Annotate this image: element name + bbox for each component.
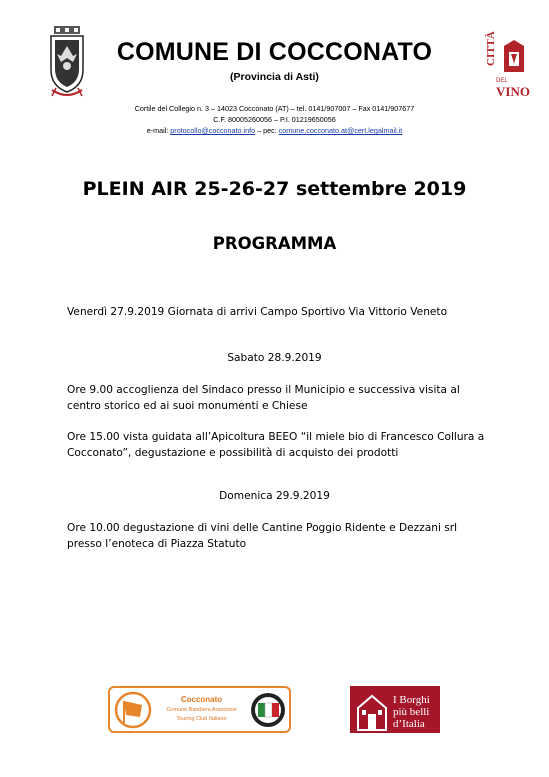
sunday-item-morning: Ore 10.00 degustazione di vini delle Cantine Poggio Ridente e Dezzani srl presso l’enoteca di Piazza Statuto [67, 522, 458, 550]
province-subtitle: (Provincia di Asti) [230, 71, 319, 83]
tricolore-badge-icon [249, 691, 287, 729]
tci-line-1: Comune Bandiera Arancione [166, 707, 237, 713]
borghi-line-1: I Borghi [393, 694, 430, 706]
fiscal-code-line: C.F. 80005260056 – P.I. 01219650056 [213, 115, 336, 124]
pec-label: – pec: [257, 126, 277, 135]
email-link[interactable]: protocollo@cocconato.info [170, 126, 256, 135]
pec-link[interactable]: comune.cocconato.at@cert.legalmail.it [278, 126, 403, 135]
sunday-heading: Domenica 29.9.2019 [219, 490, 330, 502]
saturday-heading: Sabato 28.9.2019 [227, 352, 322, 364]
tci-line-2: Touring Club Italiano [176, 716, 227, 722]
svg-text:VINO: VINO [496, 84, 530, 99]
tci-town-name: Cocconato [180, 695, 223, 704]
borghi-tower-icon [354, 692, 390, 730]
borghi-line-2: più belli [393, 706, 430, 718]
address-line: Cortile del Collegio n. 3 – 14023 Cocconato (AT) – tel. 0141/907007 – Fax 0141/907677 [134, 104, 415, 113]
svg-text:DEL: DEL [496, 78, 508, 84]
email-label: e-mail: [146, 126, 169, 135]
contact-line [0, 126, 549, 137]
borghi-piu-belli-logo [350, 686, 440, 733]
programma-heading: PROGRAMMA [212, 234, 337, 253]
saturday-item-morning: Ore 9.00 accoglienza del Sindaco presso il Municipio e successiva visita al centro storico ed ai suoi monumenti e Chiese [67, 384, 460, 412]
saturday-item-afternoon: Ore 15.00 vista guidata all’Apicoltura BEEO “il miele bio di Francesco Collura a Cocconato”, degustazione e possibilità di acquisto dei prodotti [67, 431, 485, 459]
borghi-line-3: d’Italia [393, 718, 425, 730]
friday-entry: Venerdì 27.9.2019 Giornata di arrivi Campo Sportivo Via Vittorio Veneto [67, 306, 448, 318]
bandiera-arancione-logo [108, 686, 291, 733]
svg-text:CITTÀ: CITTÀ [485, 31, 497, 66]
page-title: COMUNE DI COCCONATO [116, 38, 433, 66]
event-title: PLEIN AIR 25-26-27 settembre 2019 [82, 178, 467, 200]
